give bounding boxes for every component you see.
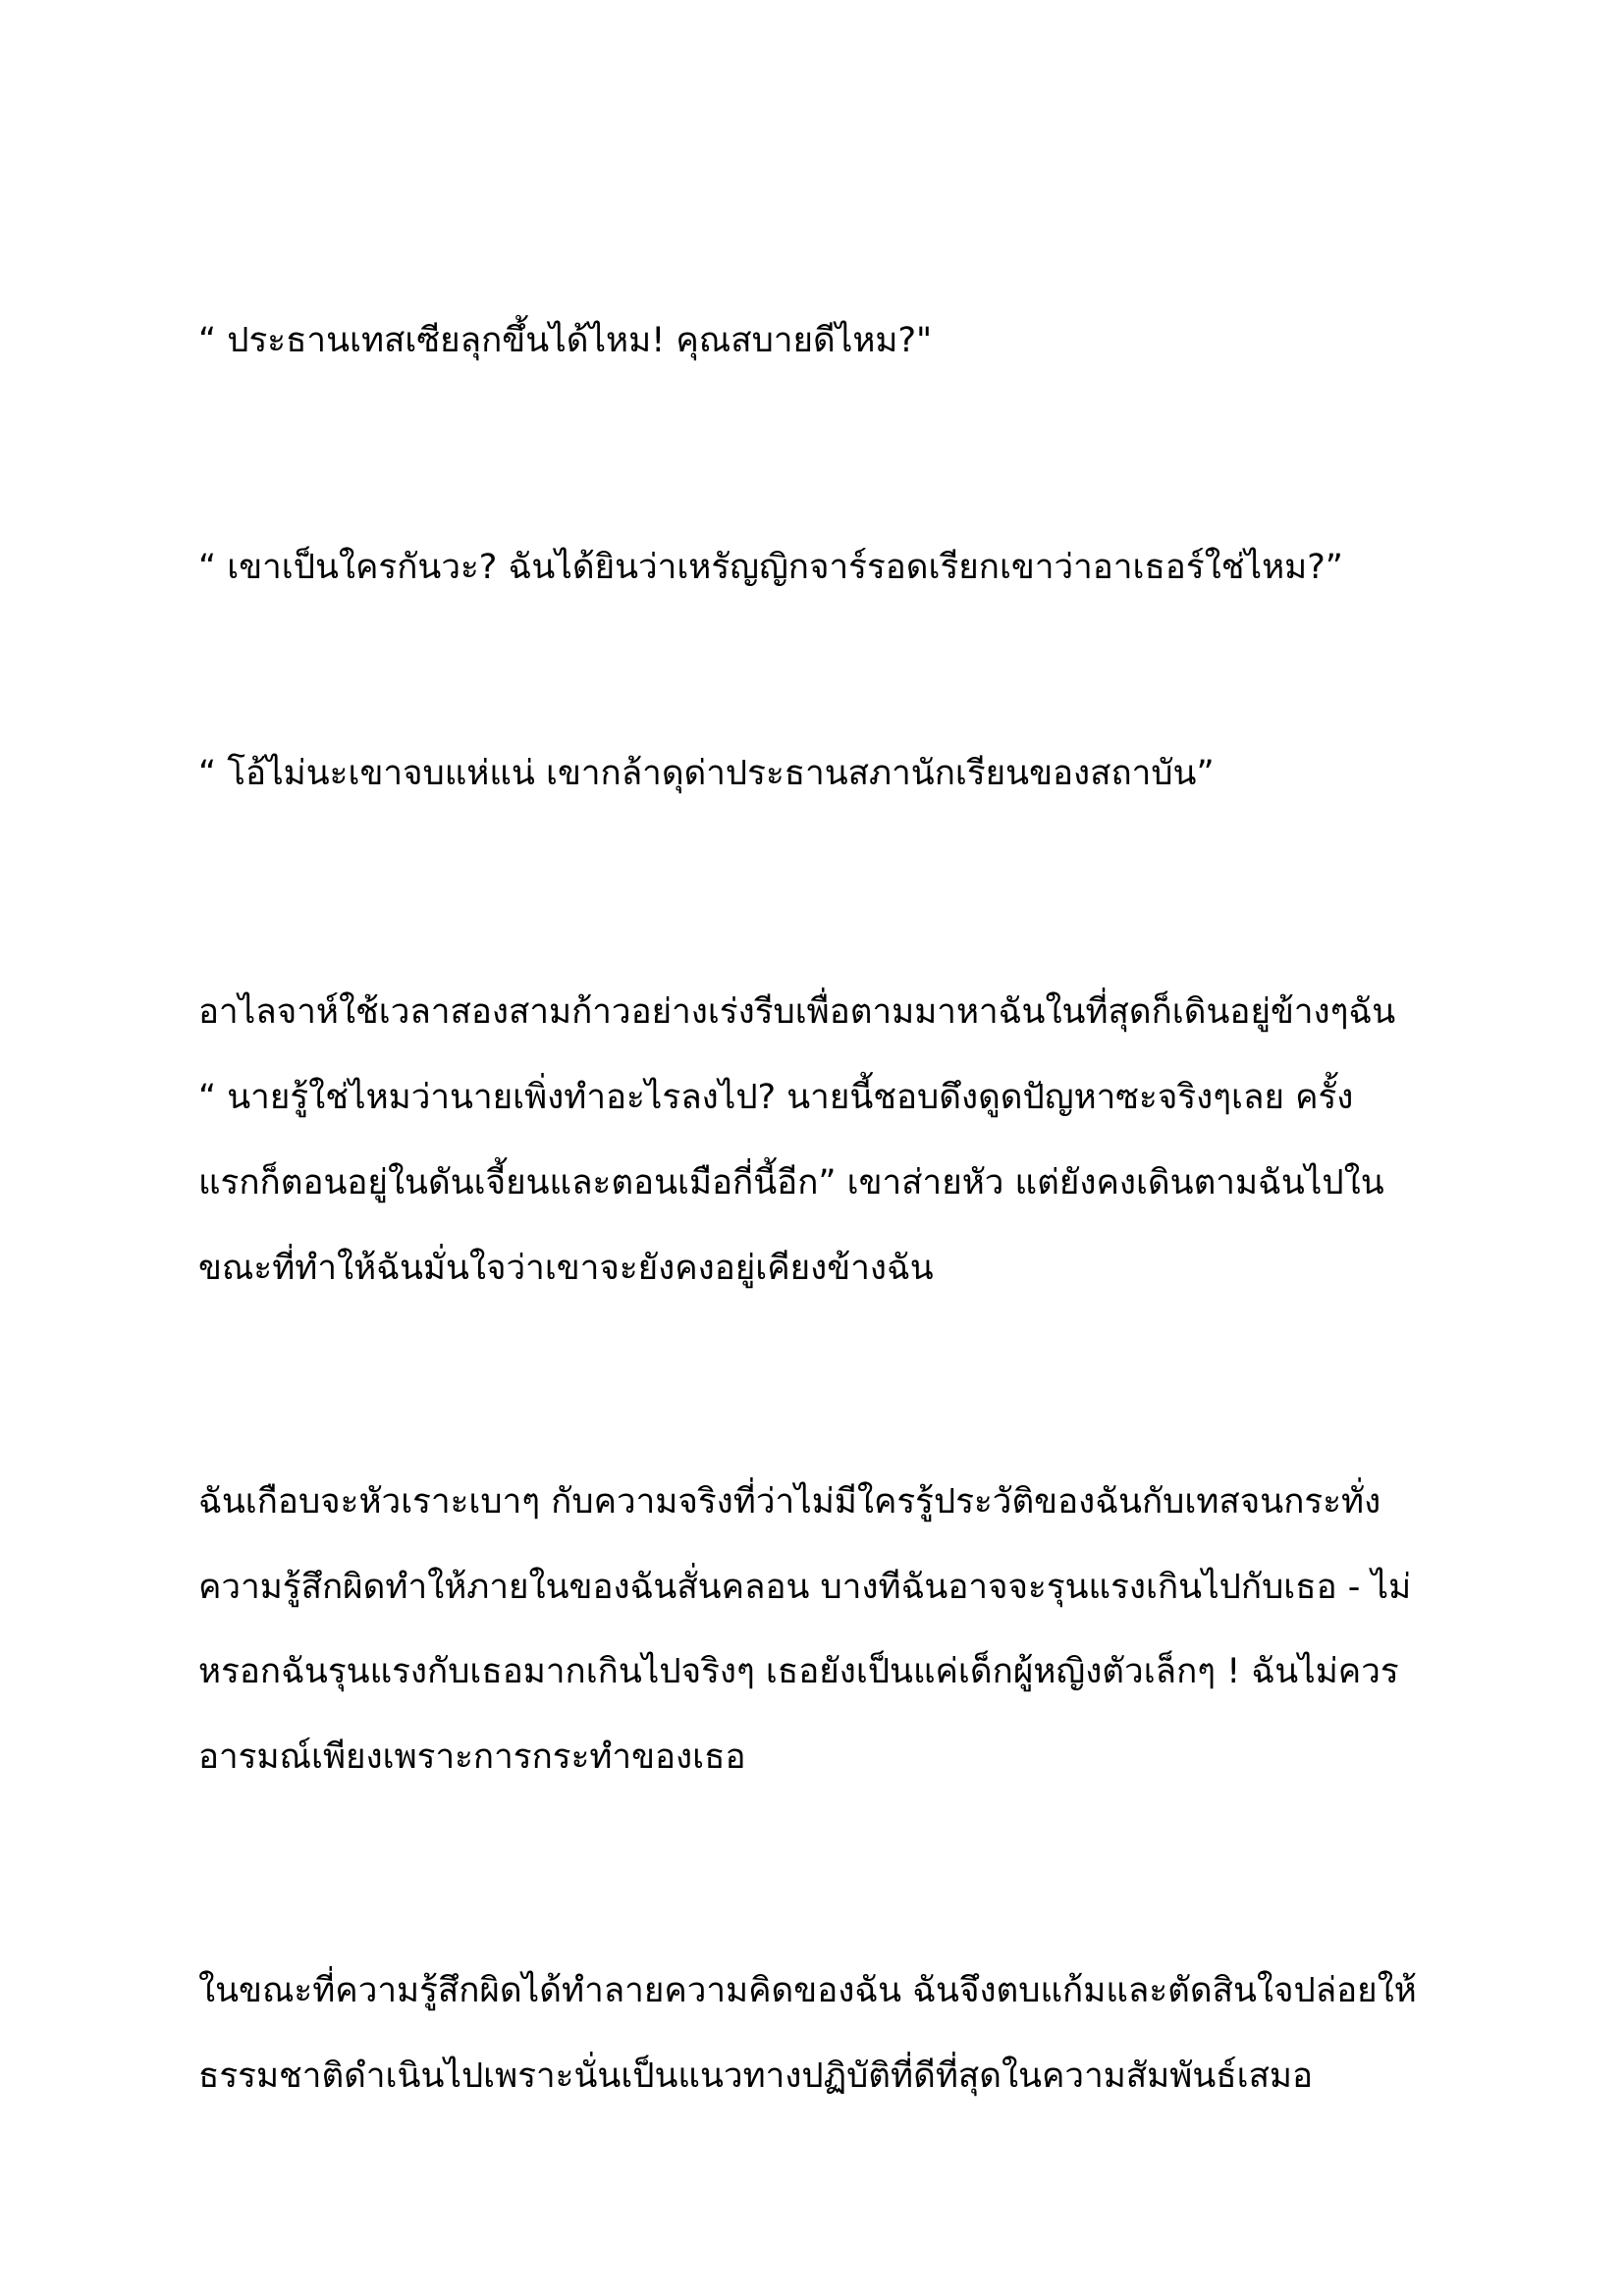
paragraph-nature-line-2: ธรรมชาติดำเนินไปเพราะนั่นเป็นแนวทางปฏิบัติที่ดีที่สุดในความสัมพันธ์เสมอ	[198, 2056, 1314, 2096]
paragraph-guilt-line-3: หรอกฉันรุนแรงกับเธอมากเกินไปจริงๆ เธอยังเป็นแค่เด็กผู้หญิงตัวเล็กๆ ! ฉันไม่ควร	[198, 1652, 1399, 1691]
paragraph-guilt-line-4: อารมณ์เพียงเพราะการกระทำของเธอ	[198, 1737, 746, 1777]
paragraph-guilt-line-2: ความรู้สึกผิดทำให้ภายในของฉันสั่นคลอน บางทีฉันอาจจะรุนแรงเกินไปกับเธอ - ไม่	[198, 1568, 1412, 1607]
paragraph-nature-line-1: ในขณะที่ความรู้สึกผิดได้ทำลายความคิดของฉัน ฉันจึงตบแก้มและตัดสินใจปล่อยให้	[198, 1971, 1417, 2010]
dialogue-line-who-is-he: “ เขาเป็นใครกันวะ? ฉันได้ยินว่าเหรัญญิกจาร์รอดเรียกเขาว่าอาเธอร์ใช่ไหม?”	[198, 548, 1343, 587]
dialogue-line-tessia: “ ประธานเทสเซียลุกขึ้นได้ไหม! คุณสบายดีไหม?"	[198, 321, 933, 360]
dialogue-line-in-trouble: “ โอ้ไม่นะเขาจบแห่แน่ เขากล้าดุด่าประธานสภานักเรียนของสถาบัน”	[198, 754, 1215, 793]
paragraph-elijah-line-2: “ นายรู้ใช่ไหมว่านายเพิ่งทำอะไรลงไป? นายนี้ชอบดึงดูดปัญหาซะจริงๆเลย ครั้ง	[198, 1078, 1354, 1117]
paragraph-guilt-line-1: ฉันเกือบจะหัวเราะเบาๆ กับความจริงที่ว่าไม่มีใครรู้ประวัติของฉันกับเทสจนกระทั่ง	[198, 1482, 1381, 1522]
paragraph-elijah-line-1: อาไลจาห์ใช้เวลาสองสามก้าวอย่างเร่งรีบเพื่อตามมาหาฉันในที่สุดก็เดินอยู่ข้างๆฉัน	[198, 992, 1396, 1032]
paragraph-elijah-line-3: แรกก็ตอนอยู่ในดันเจี้ยนและตอนเมือกี่นี้อีก” เขาส่ายหัว แต่ยังคงเดินตามฉันไปใน	[198, 1163, 1384, 1202]
paragraph-elijah-line-4: ขณะที่ทำให้ฉันมั่นใจว่าเขาจะยังคงอยู่เคียงข้างฉัน	[198, 1249, 934, 1288]
